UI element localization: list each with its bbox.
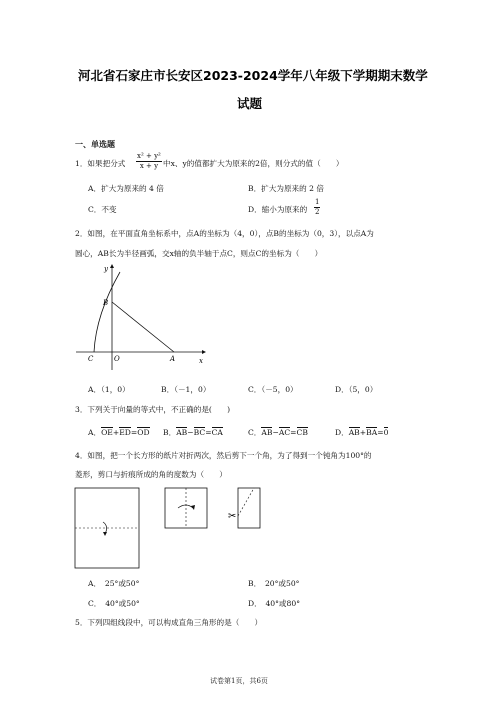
q1-option-b[interactable]: B．扩大为原来的 2 倍 <box>248 184 324 193</box>
q1-fraction <box>136 152 162 171</box>
point-b-label: B <box>103 299 109 307</box>
q1-option-d-fraction <box>314 198 320 217</box>
page-title-line2: 试题 <box>237 96 263 111</box>
q2-stem-line1: 2．如图，在平面直角坐标系中，点A的坐标为（4，0），点B的坐标为（0，3），以点A为 <box>75 229 374 238</box>
arc-from-a <box>94 272 120 352</box>
x-axis-arrow <box>202 350 206 354</box>
equals-sign: = <box>130 428 138 437</box>
arrowhead-2-icon <box>191 505 195 510</box>
q3-stem: 3．下列关于向量的等式中，不正确的是( ) <box>75 405 231 414</box>
vector: OD <box>137 428 150 437</box>
q2-coordinate-figure <box>74 262 214 372</box>
vector: AB <box>261 428 273 437</box>
q4-option-d[interactable]: D． 40°或80° <box>248 599 300 608</box>
vector: BA <box>366 428 378 437</box>
x-axis-label: x <box>199 357 203 365</box>
q3-option-b[interactable] <box>163 427 223 438</box>
q4-paper-folding-figure <box>74 486 284 570</box>
q1-option-a[interactable]: A．扩大为原来的 4 倍 <box>88 184 164 193</box>
vector: AC <box>278 428 291 437</box>
q1-option-d-numerator: 1 <box>315 198 320 206</box>
vector: OE <box>101 428 113 437</box>
vector: CA <box>211 428 223 437</box>
equals-sign: = <box>205 428 212 437</box>
origin-label: O <box>114 355 120 363</box>
section-heading: 一、单选题 <box>75 140 115 149</box>
q4-stem-line2: 菱形，剪口与折痕所成的角的度数为（ ） <box>75 470 227 479</box>
vector: AB <box>176 428 188 437</box>
q4-option-c[interactable]: C． 40°或50° <box>88 599 140 608</box>
q3-option-d[interactable] <box>335 427 388 438</box>
y-axis-arrow <box>110 264 114 268</box>
vector: AB <box>348 428 360 437</box>
q1-fraction-numerator: x² + y² <box>137 152 161 160</box>
q2-option-b[interactable]: B．（－1，0） <box>161 385 211 394</box>
q1-suffix: 中x、y的值都扩大为原来的2倍，则分式的值（ ） <box>163 159 344 168</box>
q1-option-d[interactable]: D．缩小为原来的 <box>248 205 308 214</box>
y-axis-label: y <box>104 265 108 273</box>
q1-option-c[interactable]: C．不变 <box>88 205 117 214</box>
arrowhead-1-icon <box>103 532 107 536</box>
operator: + <box>359 428 367 437</box>
q3-option-c[interactable] <box>248 427 308 438</box>
q1-option-d-denominator: 2 <box>315 208 320 216</box>
q2-option-d[interactable]: D．（5，0） <box>335 385 378 394</box>
equals-sign: = <box>290 428 297 437</box>
vector: CB <box>296 428 308 437</box>
page-footer: 试卷第1页，共6页 <box>210 677 268 685</box>
q5-stem: 5．下列四组线段中，可以构成直角三角形的是（ ） <box>75 618 263 627</box>
operator: − <box>272 428 279 437</box>
segment-ab <box>112 302 174 352</box>
q3-option-c-label: C． <box>248 428 262 437</box>
vector: BC <box>193 428 206 437</box>
q2-stem-line2: 圆心，AB长为半径画弧，交x轴的负半轴于点C，则点C的坐标为（ ） <box>75 249 323 258</box>
fold-arrow-2-icon <box>178 505 193 508</box>
q4-stem-line1: 4．如图，把一个长方形的纸片对折两次，然后剪下一个角，为了得到一个钝角为100°的 <box>75 451 372 460</box>
operator: + <box>112 428 120 437</box>
vector: ED <box>119 428 131 437</box>
q3-option-a[interactable] <box>88 427 150 438</box>
q4-option-a[interactable]: A． 25°或50° <box>88 579 140 588</box>
q2-option-c[interactable]: C．（－5，0） <box>248 385 298 394</box>
q1-fraction-denominator: x + y <box>139 162 159 170</box>
q4-option-b[interactable]: B． 20°或50° <box>248 579 300 588</box>
point-a-label: A <box>170 355 176 363</box>
operator: − <box>187 428 194 437</box>
q3-option-b-label: B． <box>163 428 177 437</box>
vector: 0 <box>383 428 389 437</box>
q3-option-a-label: A． <box>88 428 102 437</box>
equals-sign: = <box>377 428 384 437</box>
page-title-line1: 河北省石家庄市长安区2023-2024学年八年级下学期期末数学 <box>78 68 428 83</box>
q1-prefix: 1．如果把分式 <box>75 159 126 168</box>
point-c-label: C <box>88 355 94 363</box>
cut-line <box>238 488 254 516</box>
scissors-icon: ✂ <box>228 511 237 522</box>
paper-rectangle-3 <box>238 488 260 528</box>
q3-option-d-label: D． <box>335 428 349 437</box>
q2-option-a[interactable]: A．（1，0） <box>88 385 130 394</box>
